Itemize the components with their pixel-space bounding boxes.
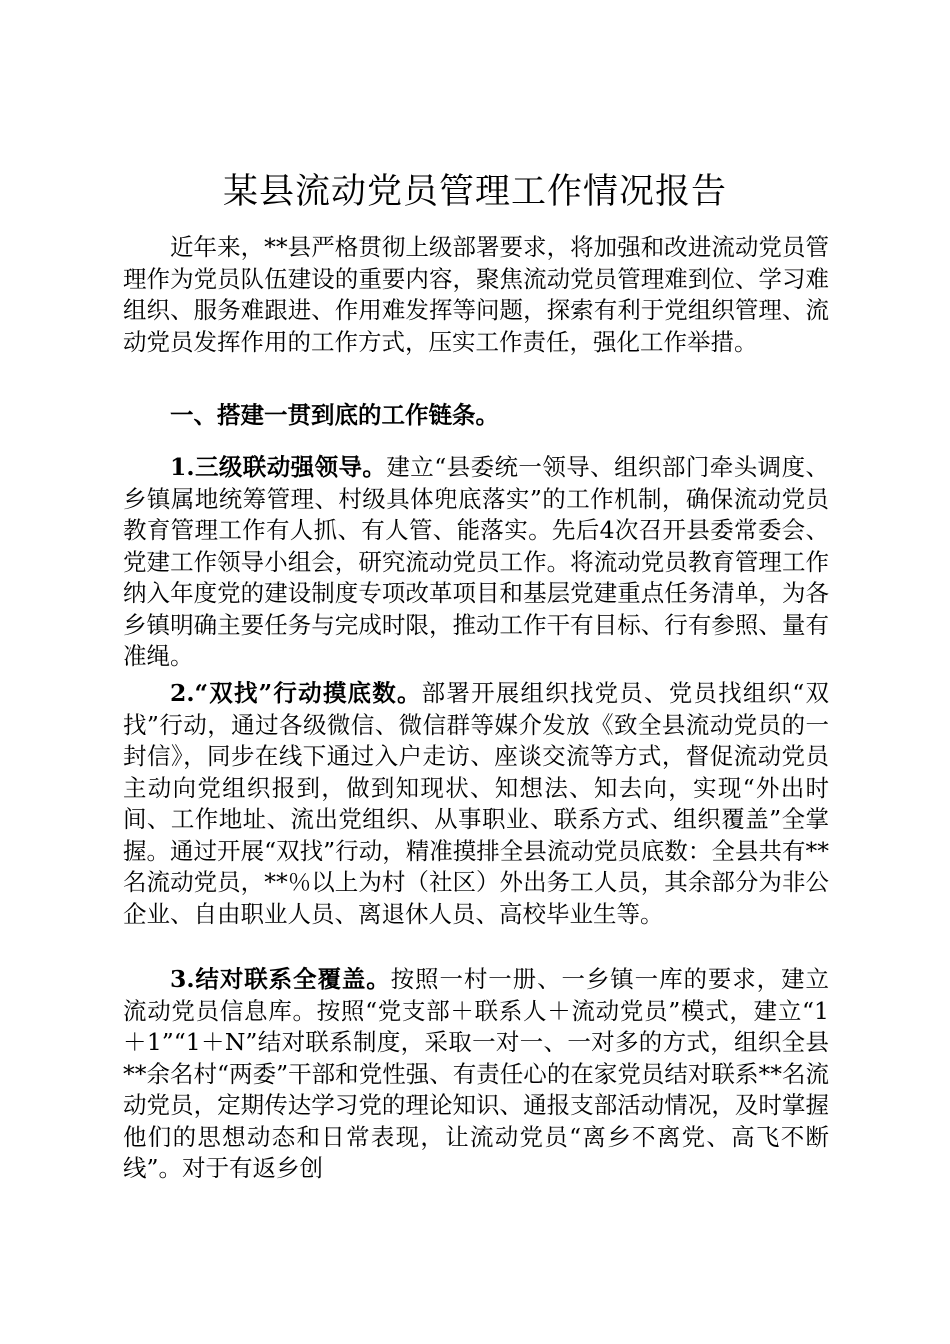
section-item-3 [123,964,829,1185]
document-title: 某县流动党员管理工作情况报告 [222,172,727,212]
item-lead: 1.三级联动强领导。 [170,453,387,481]
item-text: 建立“县委统一领导、组织部门牵头调度、乡镇属地统筹管理、村级具体兜底落实”的工作机制，确保流动党员教育管理工作有人抓、有人管、能落实。先后4次召开县委常委会、党建工作领导小组会，研究流动党员工作。将流动党员教育管理工作纳入年度党的建设制度专项改革项目和基层党建重点任务清单，为各乡镇明确主要任务与完成时限，推动工作干有目标、行有参照、量有准绳。 [123,453,829,670]
item-text: 部署开展组织找党员、党员找组织“双找”行动，通过各级微信、微信群等媒介发放《致全县流动党员的一封信》，同步在线下通过入户走访、座谈交流等方式，督促流动党员主动向党组织报到，做到知现状、知想法、知去向，实现“外出时间、工作地址、流出党组织、从事职业、联系方式、组织覆盖”全掌握。通过开展“双找”行动，精准摸排全县流动党员底数：全县共有**名流动党员，**％以上为村（社区）外出务工人员，其余部分为非公企业、自由职业人员、离退休人员、高校毕业生等。 [123,679,829,928]
intro-paragraph: 近年来，**县严格贯彻上级部署要求，将加强和改进流动党员管理作为党员队伍建设的重要内容，聚焦流动党员管理难到位、学习难组织、服务难跟进、作用难发挥等问题，探索有利于党组织管理、流动党员发挥作用的工作方式，压实工作责任，强化工作举措。 [123,233,829,356]
section-item-2 [123,678,829,930]
section-item-1 [123,452,829,673]
item-lead: 3.结对联系全覆盖。 [170,965,391,993]
item-text: 按照一村一册、一乡镇一库的要求，建立流动党员信息库。按照“党支部＋联系人＋流动党员”模式，建立“1＋1”“1＋N”结对联系制度，采取一对一、一对多的方式，组织全县**余名村“两委”干部和党性强、有责任心的在家党员结对联系**名流动党员，定期传达学习党的理论知识、通报支部活动情况，及时掌握他们的思想动态和日常表现，让流动党员“离乡不离党、高飞不断线”。对于有返乡创 [123,965,829,1182]
item-lead: 2.“双找”行动摸底数。 [170,679,422,707]
section-one-heading: 一、搭建一贯到底的工作链条。 [170,401,499,429]
